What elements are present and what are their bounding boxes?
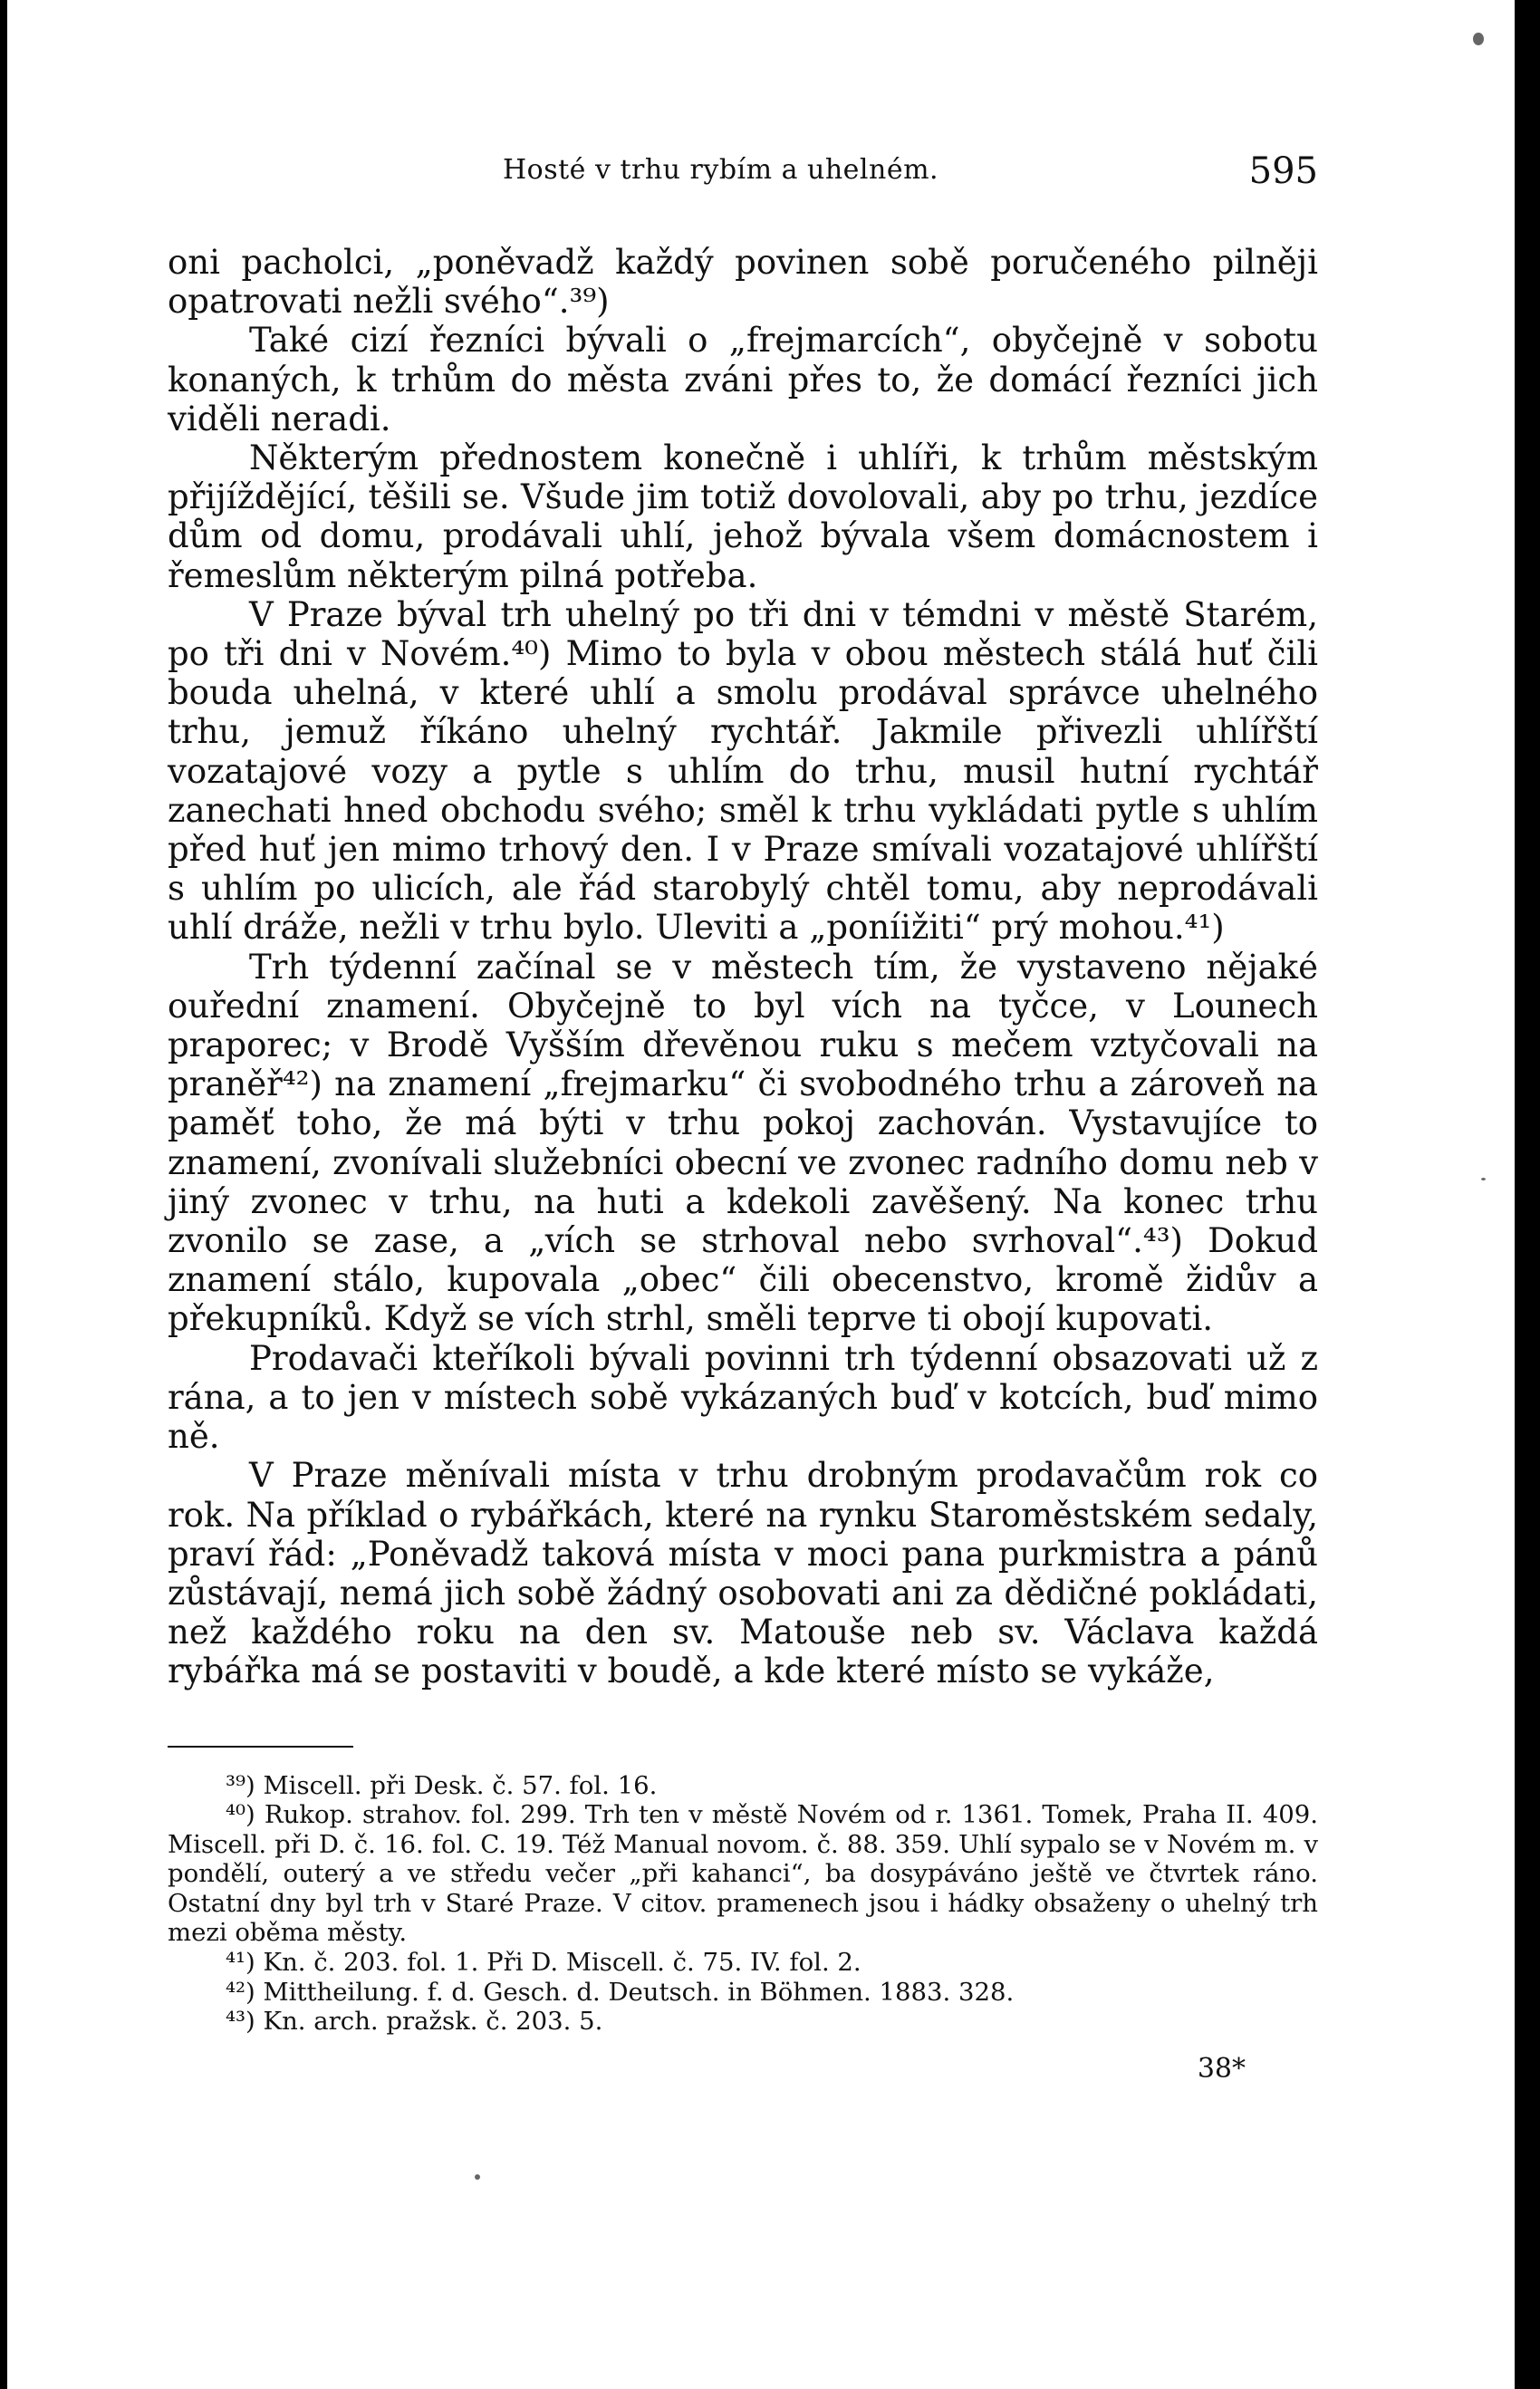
dust-speck: [475, 2174, 480, 2180]
page-header: [168, 145, 1318, 199]
footnote: ⁴¹) Kn. č. 203. fol. 1. Při D. Miscell. č. 75. IV. fol. 2.: [226, 1948, 861, 1978]
paragraph: Také cizí řezníci bývali o „frejmarcích“, obyčejně v sobotu konaných, k trhům do města zváni přes to, že domácí řezníci jich viděli neradi.: [168, 321, 1318, 438]
footnote: ⁴²) Mittheilung. f. d. Gesch. d. Deutsch. in Böhmen. 1883. 328.: [226, 1977, 1015, 2007]
footnotes: [168, 1771, 1318, 2037]
dust-speck: [1473, 33, 1484, 45]
paragraph: Některým přednostem konečně i uhlíři, k trhům městským přijíždějící, těšili se. Všude jim totiž dovolovali, aby po trhu, jezdíce dům od domu, prodávali uhlí, jehož bývala všem domácnostem i řemeslům některým pilná potřeba.: [168, 438, 1318, 595]
signature-mark: 38*: [1197, 2052, 1246, 2085]
page-number: 595: [1248, 150, 1318, 192]
footnote: ⁴⁰) Rukop. strahov. fol. 299. Trh ten v městě Novém od r. 1361. Tomek, Praha II. 409. Miscell. při D. č. 16. fol. C. 19. Též Manual novom. č. 88. 359. Uhlí sypalo se v Novém m. v pondělí, outerý a ve středu večer „při kahanci“, ba dosypáváno ještě ve čtvrtek ráno. Ostatní dny byl trh v Staré Praze. V citov. pramenech jsou i hádky obsaženy o uhelný trh mezi oběma městy.: [168, 1800, 1318, 1948]
paragraph: Prodavači kteříkoli bývali povinni trh týdenní obsazovati už z rána, a to jen v místech sobě vykázaných buď v kotcích, buď mimo ně.: [168, 1338, 1318, 1457]
body-text: [168, 243, 1318, 1691]
scan-right-edge: [1515, 0, 1540, 2389]
footnote: ³⁹) Miscell. při Desk. č. 57. fol. 16.: [226, 1770, 658, 1800]
running-title: Hosté v trhu rybím a uhelném.: [503, 154, 939, 186]
scan-left-edge: [0, 0, 7, 2389]
paragraph: oni pacholci, „poněvadž každý povinen sobě poručeného pilněji opatrovati nežli svého“.³⁹): [168, 243, 1318, 322]
paragraph: V Praze býval trh uhelný po tři dni v témdni v městě Starém, po tři dni v Novém.⁴⁰) Mimo to byla v obou městech stálá huť čili bouda uhelná, v které uhlí a smolu prodával správce uhelného trhu, jemuž říkáno uhelný rychtář. Jakmile přivezli uhlířští vozatajové vozy a pytle s uhlím do trhu, musil hutní rychtář zanechati hned obchodu svého; směl k trhu vykládati pytle s uhlím před huť jen mimo trhový den. I v Praze smívali vozatajové uhlířští s uhlím po ulicích, ale řád starobylý chtěl tomu, aby neprodávali uhlí dráže, nežli v trhu bylo. Uleviti a „poníižiti“ prý mohou.⁴¹): [168, 594, 1318, 948]
footnote-separator: [168, 1746, 353, 1748]
paragraph: V Praze měnívali místa v trhu drobným prodavačům rok co rok. Na příklad o rybářkách, které na rynku Staroměstském sedaly, praví řád: „Poněvadž taková místa v moci pana purkmistra a pánů zůstávají, nemá jich sobě žádný osobovati ani za dědičné pokládati, než každého roku na den sv. Matouše neb sv. Václava každá rybářka má se postaviti v boudě, a kde které místo se vykáže,: [168, 1456, 1318, 1691]
dust-speck: [1481, 1178, 1486, 1180]
book-page: [168, 145, 1318, 2085]
footnote: ⁴³) Kn. arch. pražsk. č. 203. 5.: [226, 2007, 603, 2037]
paragraph: Trh týdenní začínal se v městech tím, že vystaveno nějaké ouřední znamení. Obyčejně to byl vích na tyčce, v Lounech praporec; v Brodě Vyšším dřevěnou ruku s mečem vztyčovali na praněř⁴²) na znamení „frejmarku“ či svobodného trhu a zároveň na paměť toho, že má býti v trhu pokoj zachován. Vystavujíce to znamení, zvonívali služebníci obecní ve zvonec radního domu neb v jiný zvonec v trhu, na huti a kdekoli zavěšený. Na konec trhu zvonilo se zase, a „vích se strhoval nebo svrhoval“.⁴³) Dokud znamení stálo, kupovala „obec“ čili obecenstvo, kromě židův a překupníků. Když se vích strhl, směli teprve ti obojí kupovati.: [168, 947, 1318, 1339]
